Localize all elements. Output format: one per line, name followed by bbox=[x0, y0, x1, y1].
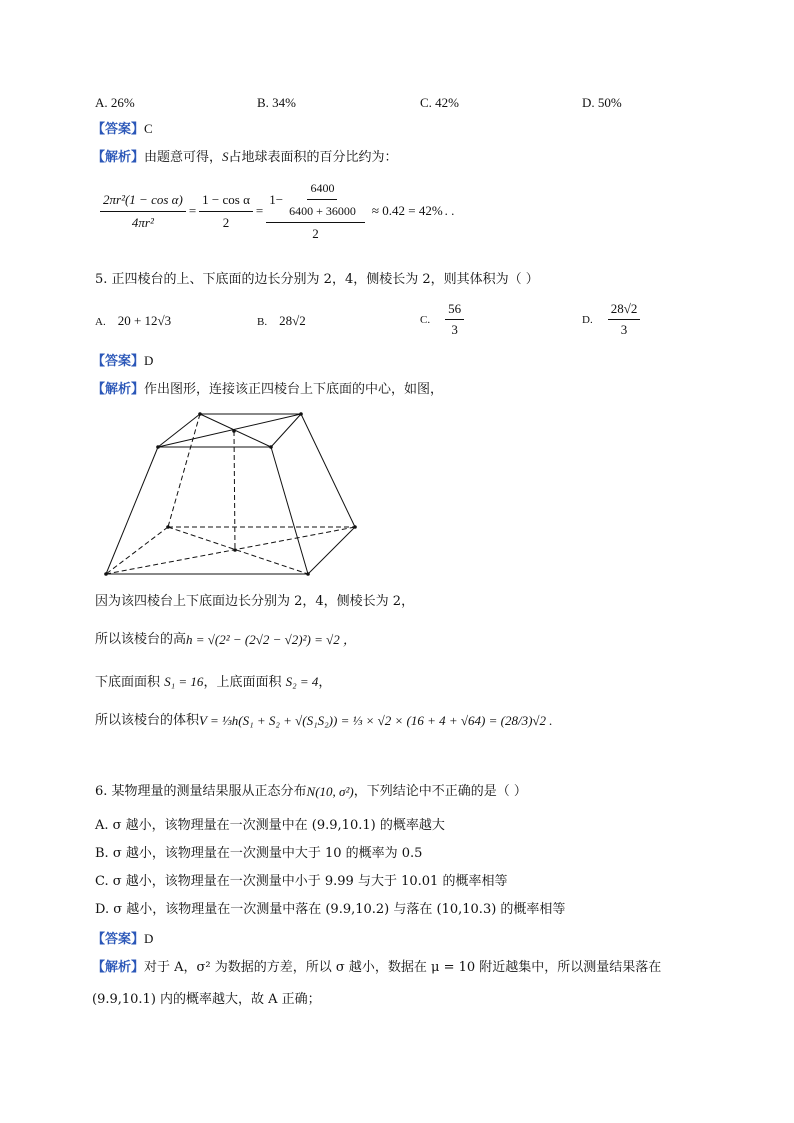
q5-option-a: A. 20 + 12√3 bbox=[95, 313, 172, 328]
answer-value: C bbox=[144, 121, 153, 136]
q6-option-d: D. σ 越小，该物理量在一次测量中落在 (9.9,10.2) 与落在 (10,10.3) 的概率相等 bbox=[95, 902, 566, 917]
q6-option-a: A. σ 越小，该物理量在一次测量中在 (9.9,10.1) 的概率越大 bbox=[95, 818, 445, 833]
lateral-edge-front-left bbox=[106, 447, 158, 574]
answer-tag: 【答案】 bbox=[92, 122, 145, 137]
lateral-edge-back-right bbox=[301, 414, 355, 527]
height-line bbox=[234, 431, 235, 550]
q5-option-b: B. 28√2 bbox=[257, 313, 306, 328]
q4-option-c: C. 42% bbox=[420, 95, 459, 110]
q4-option-a: A. 26% bbox=[95, 95, 135, 110]
formula-fraction-1: $\frac{\text{2πr²(1 − cos α)}}{\text{4πr²}}$ bbox=[100, 190, 186, 233]
q5-option-d: D. $\frac{28√2}{3}$ bbox=[582, 300, 643, 339]
formula-fraction-2: $\frac{\text{1 − cos α}}{2}$ bbox=[199, 190, 253, 233]
frustum-figure bbox=[96, 406, 366, 582]
analysis-tag: 【解析】 bbox=[92, 150, 145, 165]
formula-fraction-3: 1− $\frac{6400}{6400 + 36000}$ 2 bbox=[266, 178, 365, 244]
answer-value: D bbox=[144, 353, 154, 368]
q5-stem: 5. 正四棱台的上、下底面的边长分别为 2，4，侧棱长为 2，则其体积为（ ） bbox=[95, 272, 539, 287]
analysis-tag: 【解析】 bbox=[92, 960, 145, 975]
q5-line-2: 所以该棱台的高 h = √(2² − (2√2 − √2)²) = √2 ， bbox=[95, 632, 357, 647]
q4-option-d: D. 50% bbox=[582, 95, 622, 110]
q6-stem: 6. 某物理量的测量结果服从正态分布 N(10, σ²) ，下列结论中不正确的是（ ） bbox=[95, 784, 527, 799]
q4-option-b: B. 34% bbox=[257, 95, 296, 110]
q5-answer bbox=[92, 352, 153, 371]
bottom-diagonal-2 bbox=[168, 527, 308, 574]
bottom-diagonal-1 bbox=[106, 527, 355, 574]
q5-line-1: 因为该四棱台上下底面边长分别为 2，4，侧棱长为 2， bbox=[95, 594, 415, 609]
q5-analysis: 【解析】作出图形，连接该正四棱台上下底面的中心，如图， bbox=[92, 382, 444, 397]
q6-analysis-line-2: (9.9,10.1) 内的概率越大，故 A 正确； bbox=[92, 992, 321, 1007]
answer-tag: 【答案】 bbox=[92, 354, 145, 369]
q6-analysis-line-1: 【解析】对于 A，σ² 为数据的方差，所以 σ 越小，数据在 μ = 10 附近越集中，所以测量结果落在 bbox=[92, 960, 662, 975]
q5-line-3: 下底面面积 S₁ = 16，上底面面积 S₂ = 4， bbox=[95, 674, 332, 690]
q6-answer bbox=[92, 930, 153, 949]
q5-line-4: 所以该棱台的体积 V = ⅓h(S₁ + S₂ + √(S₁S₂)) = ⅓ × √2 × (16 + 4 + √64) = (28/3)√2 . bbox=[95, 713, 553, 728]
answer-tag: 【答案】 bbox=[92, 932, 145, 947]
analysis-tag: 【解析】 bbox=[92, 382, 145, 397]
top-edge-right bbox=[271, 414, 301, 447]
q5-option-c: C. $\frac{56}{3}$ bbox=[420, 300, 467, 339]
q6-option-b: B. σ 越小，该物理量在一次测量中大于 10 的概率为 0.5 bbox=[95, 846, 423, 861]
answer-value: D bbox=[144, 931, 154, 946]
q4-formula: $\frac{\text{2πr²(1 − cos α)}}{\text{4πr²}}$ = $\frac{\text{1 − cos α}}{2}$ = 1− $\frac{6400}{6400 + 36000}$ 2 ≈ 0.42 = 42% . . bbox=[97, 178, 454, 244]
q6-option-c: C. σ 越小，该物理量在一次测量中小于 9.99 与大于 10.01 的概率相等 bbox=[95, 874, 508, 889]
q4-answer bbox=[92, 120, 153, 139]
lateral-edge-front-right bbox=[271, 447, 308, 574]
hidden-lateral-edge bbox=[168, 414, 200, 527]
q4-analysis: 【解析】由题意可得，S占地球表面积的百分比约为： bbox=[92, 149, 398, 165]
